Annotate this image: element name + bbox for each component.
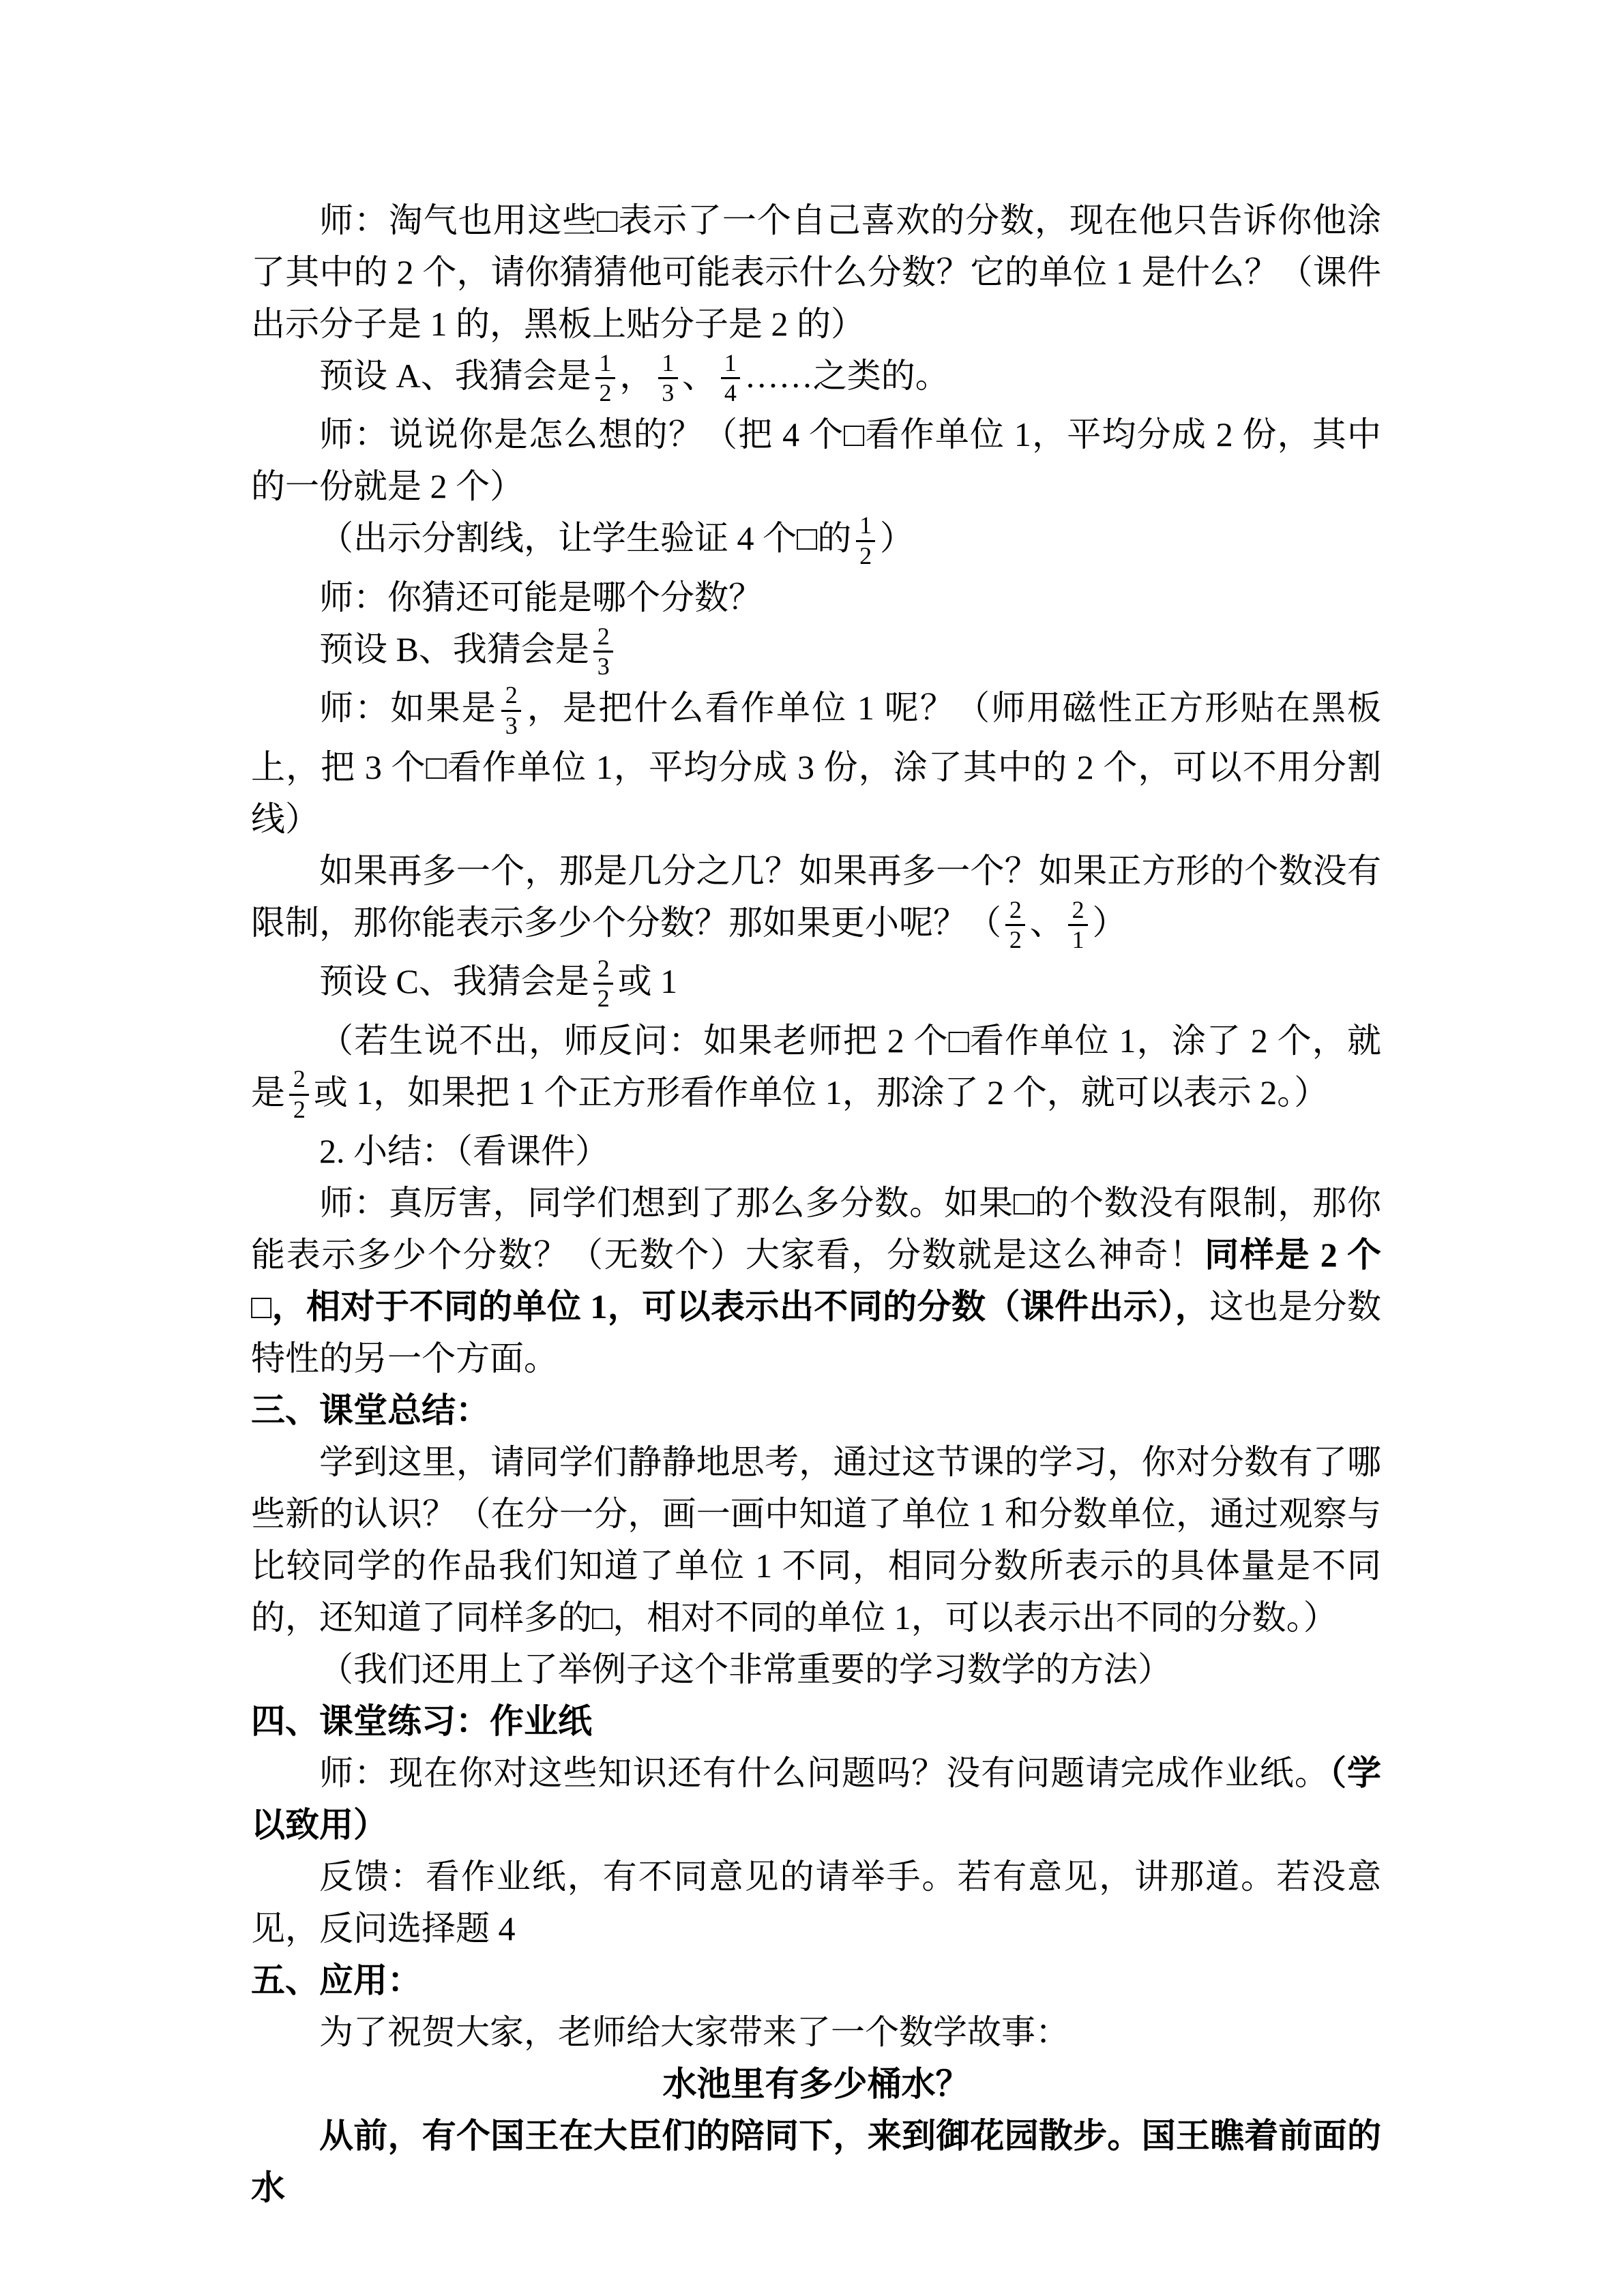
fraction-denominator: 2 [293,1095,306,1123]
text-run: ， [619,357,654,395]
fraction [595,349,615,408]
fraction-denominator: 2 [597,985,610,1013]
paragraph [251,408,1381,512]
paragraph [251,1436,1381,1643]
paragraph [251,623,1381,682]
text-run: ，是把什么看作单位 1 呢？（师用磁性正方形贴在黑板上，把 3 个□看作单位 1，平均分成 3 份，涂了其中的 2 个，可以不用分割线） [251,689,1382,838]
paragraph [251,682,1381,844]
paragraph [251,955,1381,1014]
section-heading [251,1695,1381,1747]
text-run: （我们还用上了举例子这个非常重要的学习数学的方法） [319,1650,1172,1688]
fraction-denominator: 3 [505,711,518,739]
text-run: （学以致用） [251,1753,1382,1844]
text-run: 五、应用： [251,1960,422,1999]
fraction [593,623,613,681]
text-run: 师：现在你对这些知识还有什么问题吗？没有问题请完成作业纸。 [319,1753,1329,1792]
text-run: 预设 B、我猜会是 [319,629,589,668]
fraction-denominator: 1 [1072,925,1084,953]
text-run: 、 [1029,903,1064,942]
paragraph [251,1015,1381,1125]
text-run: 同样是 2 个□，相对于不同的单位 1，可以表示出不同的分数（课件出示）， [251,1235,1381,1326]
paragraph [251,1747,1381,1851]
fraction-numerator: 1 [721,349,741,379]
paragraph [251,571,1381,623]
fraction [1005,896,1025,955]
text-run: 或 1 [617,962,678,1001]
paragraph [251,1643,1381,1695]
text-run: 水池里有多少桶水？ [662,2064,970,2103]
paragraph [251,1125,1381,1177]
paragraph [251,512,1381,571]
fraction-numerator: 2 [289,1065,309,1095]
fraction-numerator: 1 [595,349,615,379]
fraction [856,511,876,570]
fraction-numerator: 2 [501,681,521,711]
text-run: 学到这里，请同学们静静地思考，通过这节课的学习，你对分数有了哪些新的认识？（在分一分，画一画中知道了单位 1 和分数单位，通过观察与比较同学的作品我们知道了单位 1 不同，相同分数所表示的具体量是不同的，还知道了同样多的□，相对不同的单位 1，可以表示出不同的分数。） [251,1442,1381,1637]
fraction [289,1065,309,1124]
fraction-denominator: 2 [1009,925,1022,953]
document-body [251,194,1381,2213]
text-run: 师：真厉害，同学们想到了那么多分数。如果□的个数没有限制，那你能表示多少个分数？（无数个）大家看，分数就是这么神奇！ [251,1183,1381,1274]
fraction-denominator: 2 [599,379,612,407]
text-run: （若生说不出，师反问：如果老师把 2 个□看作单位 1，涂了 2 个，就是 [251,1021,1381,1112]
fraction-numerator: 2 [1068,896,1088,926]
fraction-denominator: 3 [662,379,675,407]
text-run: 三、课堂总结： [251,1390,490,1429]
text-run: 2. 小结：（看课件） [319,1131,609,1170]
text-run: （出示分割线，让学生验证 4 个□的 [319,519,852,558]
text-run: 四、课堂练习：作业纸 [251,1701,592,1740]
text-run: 预设 A、我猜会是 [319,357,591,395]
text-run: 、 [682,357,717,395]
fraction-numerator: 2 [593,623,613,653]
text-run: ……之类的。 [744,357,949,395]
text-run: 师：淘气也用这些□表示了一个自己喜欢的分数，现在他只告诉你他涂了其中的 2 个，请你猜猜他可能表示什么分数？它的单位 1 是什么？（课件出示分子是 1 的，黑板上贴分子是 2 的） [251,201,1381,343]
text-run: 为了祝贺大家，老师给大家带来了一个数学故事： [319,2012,1069,2051]
fraction-numerator: 2 [593,955,613,985]
fraction [1068,896,1088,955]
text-run: ） [1092,903,1127,942]
text-run: 这也是分数特性的另一个方面。 [251,1287,1382,1377]
text-run: 反馈：看作业纸，有不同意见的请举手。若有意见，讲那道。若没意见，反问选择题 4 [251,1857,1381,1948]
text-run: 从前，有个国王在大臣们的陪同下，来到御花园散步。国王瞧着前面的水 [251,2116,1381,2207]
text-run: 师：你猜还可能是哪个分数？ [319,578,763,616]
fraction-numerator: 1 [856,511,876,541]
fraction [501,681,521,740]
paragraph [251,194,1381,350]
fraction-numerator: 1 [658,349,678,379]
text-run: ） [879,519,914,558]
text-run: 师：如果是 [319,689,497,728]
fraction-numerator: 2 [1005,896,1025,926]
text-run: 预设 C、我猜会是 [319,962,589,1001]
paragraph [251,2110,1381,2213]
paragraph [251,2058,1381,2110]
paragraph [251,845,1381,955]
fraction [721,349,741,408]
paragraph [251,350,1381,408]
fraction [658,349,678,408]
paragraph [251,1851,1381,1954]
text-run: 或 1，如果把 1 个正方形看作单位 1，那涂了 2 个，就可以表示 2。） [313,1073,1329,1112]
section-heading [251,1954,1381,2006]
section-heading [251,1384,1381,1436]
paragraph [251,2006,1381,2058]
fraction-denominator: 4 [724,379,737,407]
fraction-denominator: 2 [859,541,872,569]
text-run: 如果再多一个，那是几分之几？如果再多一个？如果正方形的个数没有限制，那你能表示多少个分数？那如果更小呢？（ [251,851,1381,942]
fraction-denominator: 3 [597,653,610,681]
text-run: 师：说说你是怎么想的？（把 4 个□看作单位 1，平均分成 2 份，其中的一份就是 2 个） [251,415,1381,506]
fraction [593,955,613,1013]
paragraph [251,1177,1381,1384]
